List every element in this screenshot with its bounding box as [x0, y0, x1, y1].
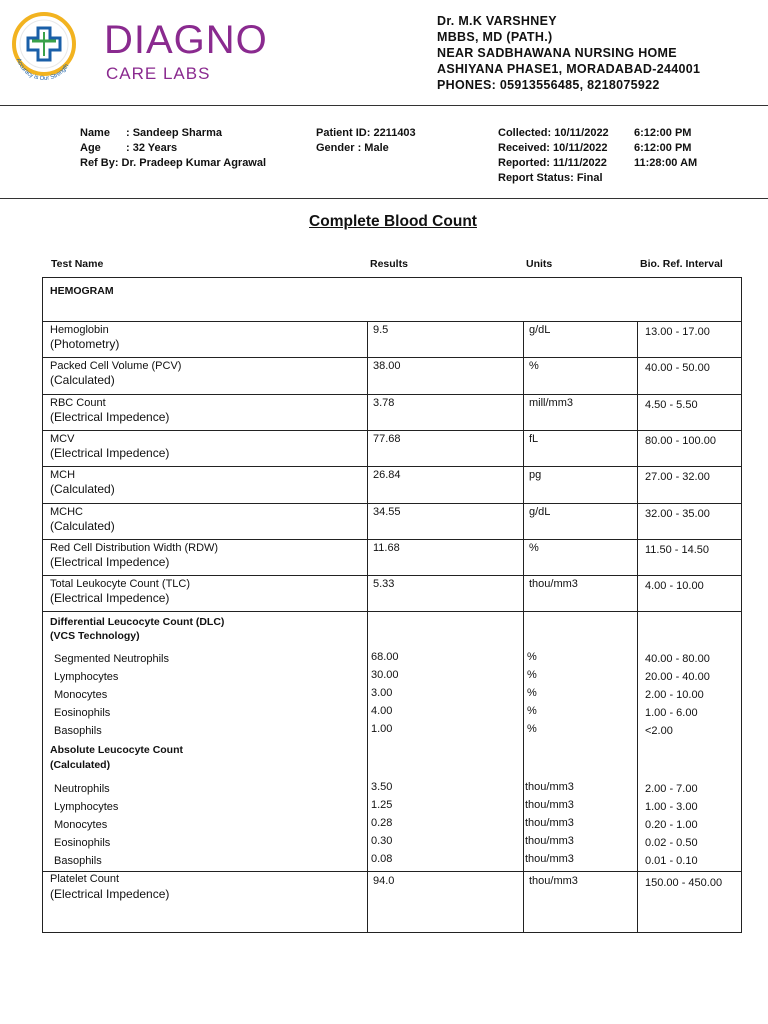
test-unit: pg [529, 469, 542, 482]
test-name: MCV [50, 432, 75, 445]
test-ref-interval: 11.50 - 14.50 [645, 543, 710, 556]
reported-date: Reported: 11/11/2022 [498, 157, 607, 169]
test-name: Packed Cell Volume (PCV) [50, 360, 182, 373]
test-result: 9.5 [373, 324, 389, 336]
info-divider [0, 198, 768, 199]
row-divider [43, 466, 741, 467]
doctor-address-2: ASHIYANA PHASE1, MORADABAD-244001 [437, 62, 701, 76]
patient-id: Patient ID: 2211403 [316, 127, 416, 139]
dlc-item-result: 1.00 [371, 722, 393, 735]
alc-item-result: 0.28 [371, 817, 393, 829]
doctor-degree: MBBS, MD (PATH.) [437, 30, 553, 44]
report-status: Report Status: Final [498, 172, 603, 184]
results-table [42, 277, 742, 933]
logo-ring-text: Accuracy is Our Strength [14, 57, 71, 83]
doctor-phones: PHONES: 05913556485, 8218075922 [437, 78, 660, 92]
test-result: 26.84 [373, 469, 401, 482]
dlc-item-unit: % [527, 687, 537, 699]
test-method: (Electrical Impedence) [50, 591, 170, 606]
age-label: Age [80, 142, 101, 154]
doctor-name: Dr. M.K VARSHNEY [437, 14, 557, 28]
test-result: 5.33 [373, 578, 395, 591]
doctor-block [437, 13, 700, 93]
test-unit: g/dL [529, 324, 551, 336]
test-method: (Calculated) [50, 373, 115, 388]
test-ref-interval: 32.00 - 35.00 [645, 507, 710, 520]
dlc-item-unit: % [527, 669, 537, 682]
patient-gender: Gender : Male [316, 142, 389, 154]
platelet-method: (Electrical Impedence) [50, 887, 170, 901]
dlc-item-unit: % [527, 704, 537, 717]
test-unit: mill/mm3 [529, 396, 573, 409]
alc-item-name: Basophils [54, 854, 102, 867]
dlc-item-ref: 40.00 - 80.00 [645, 653, 710, 666]
alc-item-name: Monocytes [54, 819, 108, 831]
collected-time: 6:12:00 PM [634, 127, 692, 139]
col-ref-interval: Bio. Ref. Interval [640, 258, 723, 270]
dlc-item-name: Monocytes [54, 689, 108, 701]
row-divider [43, 430, 741, 431]
doctor-address-1: NEAR SADBHAWANA NURSING HOME [437, 46, 677, 60]
alc-item-result: 0.30 [371, 834, 393, 847]
referred-by: Ref By: Dr. Pradeep Kumar Agrawal [80, 157, 267, 169]
alc-title: Absolute Leucocyte Count [50, 744, 184, 757]
brand-name: DIAGNO [104, 18, 268, 62]
test-name: Hemoglobin [50, 324, 109, 336]
platelet-name: Platelet Count [50, 873, 120, 885]
alc-item-unit: thou/mm3 [525, 799, 574, 812]
patient-name: : Sandeep Sharma [126, 127, 222, 139]
section-hemogram: HEMOGRAM [50, 285, 114, 297]
alc-item-ref: 0.01 - 0.10 [645, 854, 698, 867]
header-divider [0, 105, 768, 106]
test-ref-interval: 27.00 - 32.00 [645, 471, 710, 484]
test-result: 38.00 [373, 360, 401, 373]
test-method: (Calculated) [50, 482, 115, 497]
alc-item-result: 1.25 [371, 799, 393, 812]
test-name: Red Cell Distribution Width (RDW) [50, 541, 219, 554]
test-ref-interval: 80.00 - 100.00 [645, 434, 716, 447]
row-divider [43, 321, 741, 322]
test-method: (Photometry) [50, 337, 120, 351]
platelet-result: 94.0 [373, 875, 395, 887]
test-unit: % [529, 360, 539, 373]
test-unit: fL [529, 432, 539, 445]
test-unit: g/dL [529, 505, 551, 518]
column-divider [523, 321, 524, 932]
reported-time: 11:28:00 AM [634, 157, 698, 169]
alc-item-unit: thou/mm3 [525, 852, 574, 865]
test-ref-interval: 40.00 - 50.00 [645, 362, 710, 375]
name-label: Name [80, 127, 110, 139]
patient-age: : 32 Years [126, 142, 178, 154]
dlc-item-unit: % [527, 651, 537, 664]
collected-date: Collected: 10/11/2022 [498, 127, 609, 139]
dlc-item-ref: 20.00 - 40.00 [645, 671, 710, 684]
alc-item-ref: 2.00 - 7.00 [645, 783, 698, 796]
dlc-item-name: Lymphocytes [54, 671, 119, 684]
column-divider [637, 321, 638, 932]
dlc-item-result: 3.00 [371, 687, 393, 699]
test-name: MCHC [50, 505, 83, 518]
dlc-item-result: 4.00 [371, 704, 393, 717]
test-ref-interval: 4.50 - 5.50 [645, 398, 698, 411]
dlc-item-result: 68.00 [371, 651, 399, 664]
dlc-item-name: Basophils [54, 724, 102, 737]
alc-item-ref: 1.00 - 3.00 [645, 801, 698, 814]
test-result: 34.55 [373, 505, 401, 518]
alc-item-ref: 0.02 - 0.50 [645, 836, 698, 849]
alc-item-ref: 0.20 - 1.00 [645, 819, 698, 831]
test-result: 3.78 [373, 396, 395, 409]
dlc-item-ref: <2.00 [645, 724, 673, 737]
alc-item-unit: thou/mm3 [525, 834, 574, 847]
brand-subtitle: CARE LABS [106, 64, 211, 83]
test-name: Total Leukocyte Count (TLC) [50, 578, 191, 591]
dlc-item-ref: 2.00 - 10.00 [645, 689, 704, 701]
test-name: RBC Count [50, 396, 106, 409]
test-ref-interval: 13.00 - 17.00 [645, 326, 710, 338]
received-time: 6:12:00 PM [634, 142, 692, 154]
alc-item-name: Neutrophils [54, 783, 110, 796]
alc-item-result: 3.50 [371, 781, 393, 794]
alc-method: (Calculated) [50, 759, 111, 772]
dlc-item-name: Segmented Neutrophils [54, 653, 169, 666]
test-name: MCH [50, 469, 76, 482]
column-divider [367, 321, 368, 932]
report-title: Complete Blood Count [309, 213, 477, 230]
test-method: (Calculated) [50, 518, 115, 533]
alc-item-unit: thou/mm3 [525, 817, 574, 829]
row-divider [43, 539, 741, 540]
dlc-item-ref: 1.00 - 6.00 [645, 706, 698, 719]
row-divider [43, 575, 741, 576]
alc-item-name: Eosinophils [54, 836, 111, 849]
dlc-title: Differential Leucocyte Count (DLC) [50, 616, 225, 629]
test-result: 77.68 [373, 432, 401, 445]
row-divider [43, 611, 741, 612]
alc-item-result: 0.08 [371, 852, 393, 865]
test-method: (Electrical Impedence) [50, 445, 170, 460]
platelet-ref: 150.00 - 450.00 [645, 877, 723, 889]
platelet-unit: thou/mm3 [529, 875, 578, 887]
alc-item-name: Lymphocytes [54, 801, 119, 814]
dlc-item-unit: % [527, 722, 537, 735]
received-date: Received: 10/11/2022 [498, 142, 608, 154]
col-units: Units [526, 258, 553, 270]
test-method: (Electrical Impedence) [50, 409, 170, 424]
col-results: Results [370, 258, 408, 270]
lab-logo [6, 8, 82, 84]
row-divider [43, 357, 741, 358]
alc-item-unit: thou/mm3 [525, 781, 574, 794]
row-divider [43, 503, 741, 504]
test-unit: % [529, 541, 539, 554]
dlc-method: (VCS Technology) [50, 630, 140, 643]
row-divider [43, 871, 741, 872]
dlc-item-result: 30.00 [371, 669, 399, 682]
test-method: (Electrical Impedence) [50, 554, 170, 569]
dlc-item-name: Eosinophils [54, 706, 111, 719]
test-ref-interval: 4.00 - 10.00 [645, 580, 704, 593]
row-divider [43, 394, 741, 395]
test-result: 11.68 [373, 541, 400, 554]
col-test-name: Test Name [51, 258, 104, 270]
test-unit: thou/mm3 [529, 578, 578, 591]
